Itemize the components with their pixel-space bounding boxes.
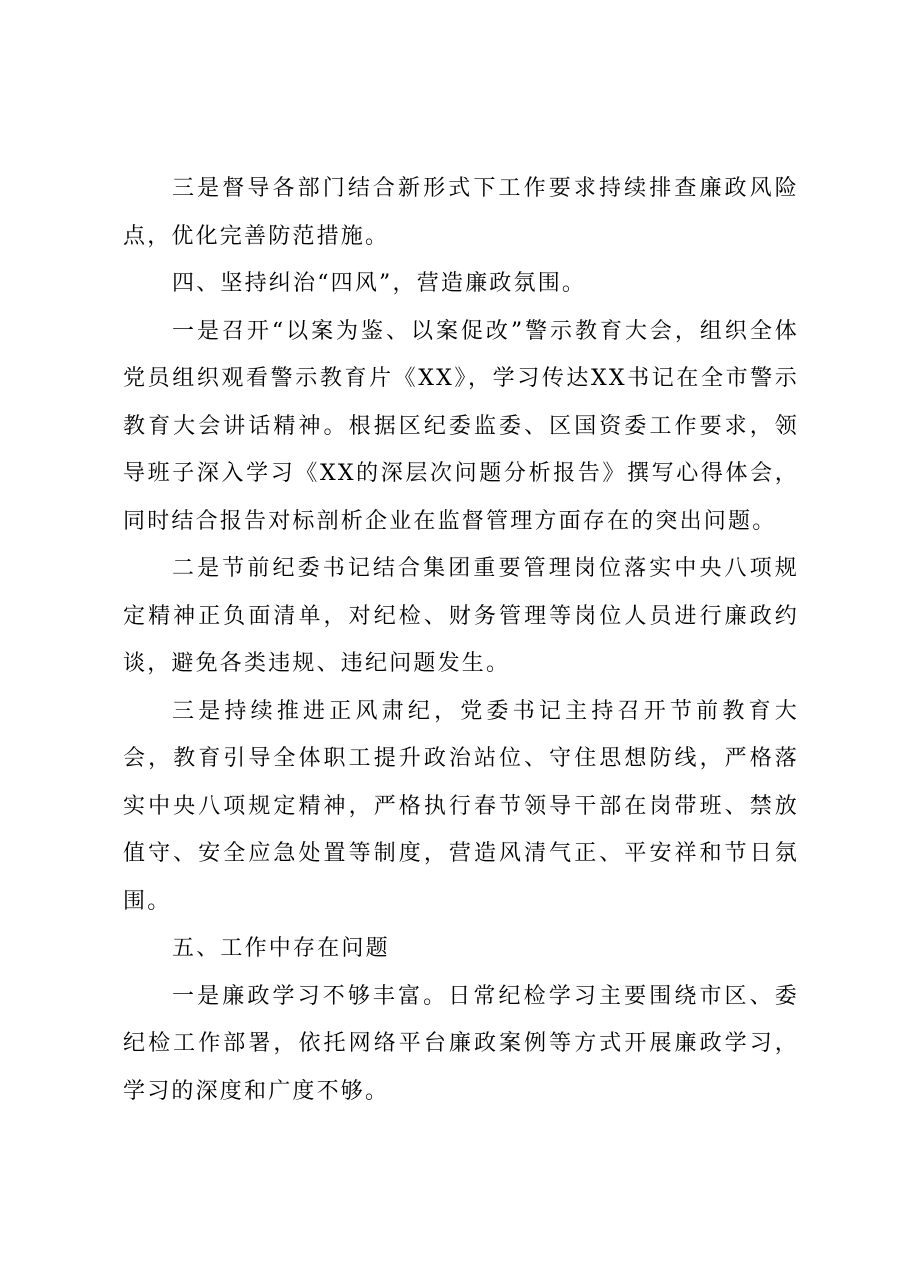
paragraph-warning-education: 一是召开“以案为鉴、以案促改”警示教育大会，组织全体党员组织观看警示教育片《XX》，学习传达XX书记在全市警示教育大会讲话精神。根据区纪委监委、区国资委工作要求，领导班子深入学习《XX的深层次问题分析报告》撰写心得体会，同时结合报告对标剖析企业在监督管理方面存在的突出问题。 (123, 318, 799, 534)
document-body (123, 165, 799, 1115)
paragraph-inspection-risk: 三是督导各部门结合新形式下工作要求持续排查廉政风险点，优化完善防范措施。 (123, 176, 799, 249)
paragraph-integrity-talks: 二是节前纪委书记结合集团重要管理岗位落实中央八项规定精神正负面清单，对纪检、财务管理等岗位人员进行廉政约谈，避免各类违规、违纪问题发生。 (123, 556, 799, 676)
section-heading-four-winds: 四、坚持纠治“四风”，营造廉政氛围。 (172, 271, 587, 296)
paragraph-study-insufficient: 一是廉政学习不够丰富。日常纪检学习主要围绕市区、委纪检工作部署，依托网络平台廉政案例等方式开展廉政学习，学习的深度和广度不够。 (123, 983, 799, 1104)
paragraph-discipline-rectification: 三是持续推进正风肃纪，党委书记主持召开节前教育大会，教育引导全体职工提升政治站位、守住思想防线，严格落实中央八项规定精神，严格执行春节领导干部在岗带班、禁放值守、安全应急处置等制度，营造风清气正、平安祥和节日氛围。 (123, 698, 799, 914)
section-heading-problems: 五、工作中存在问题 (172, 936, 390, 961)
